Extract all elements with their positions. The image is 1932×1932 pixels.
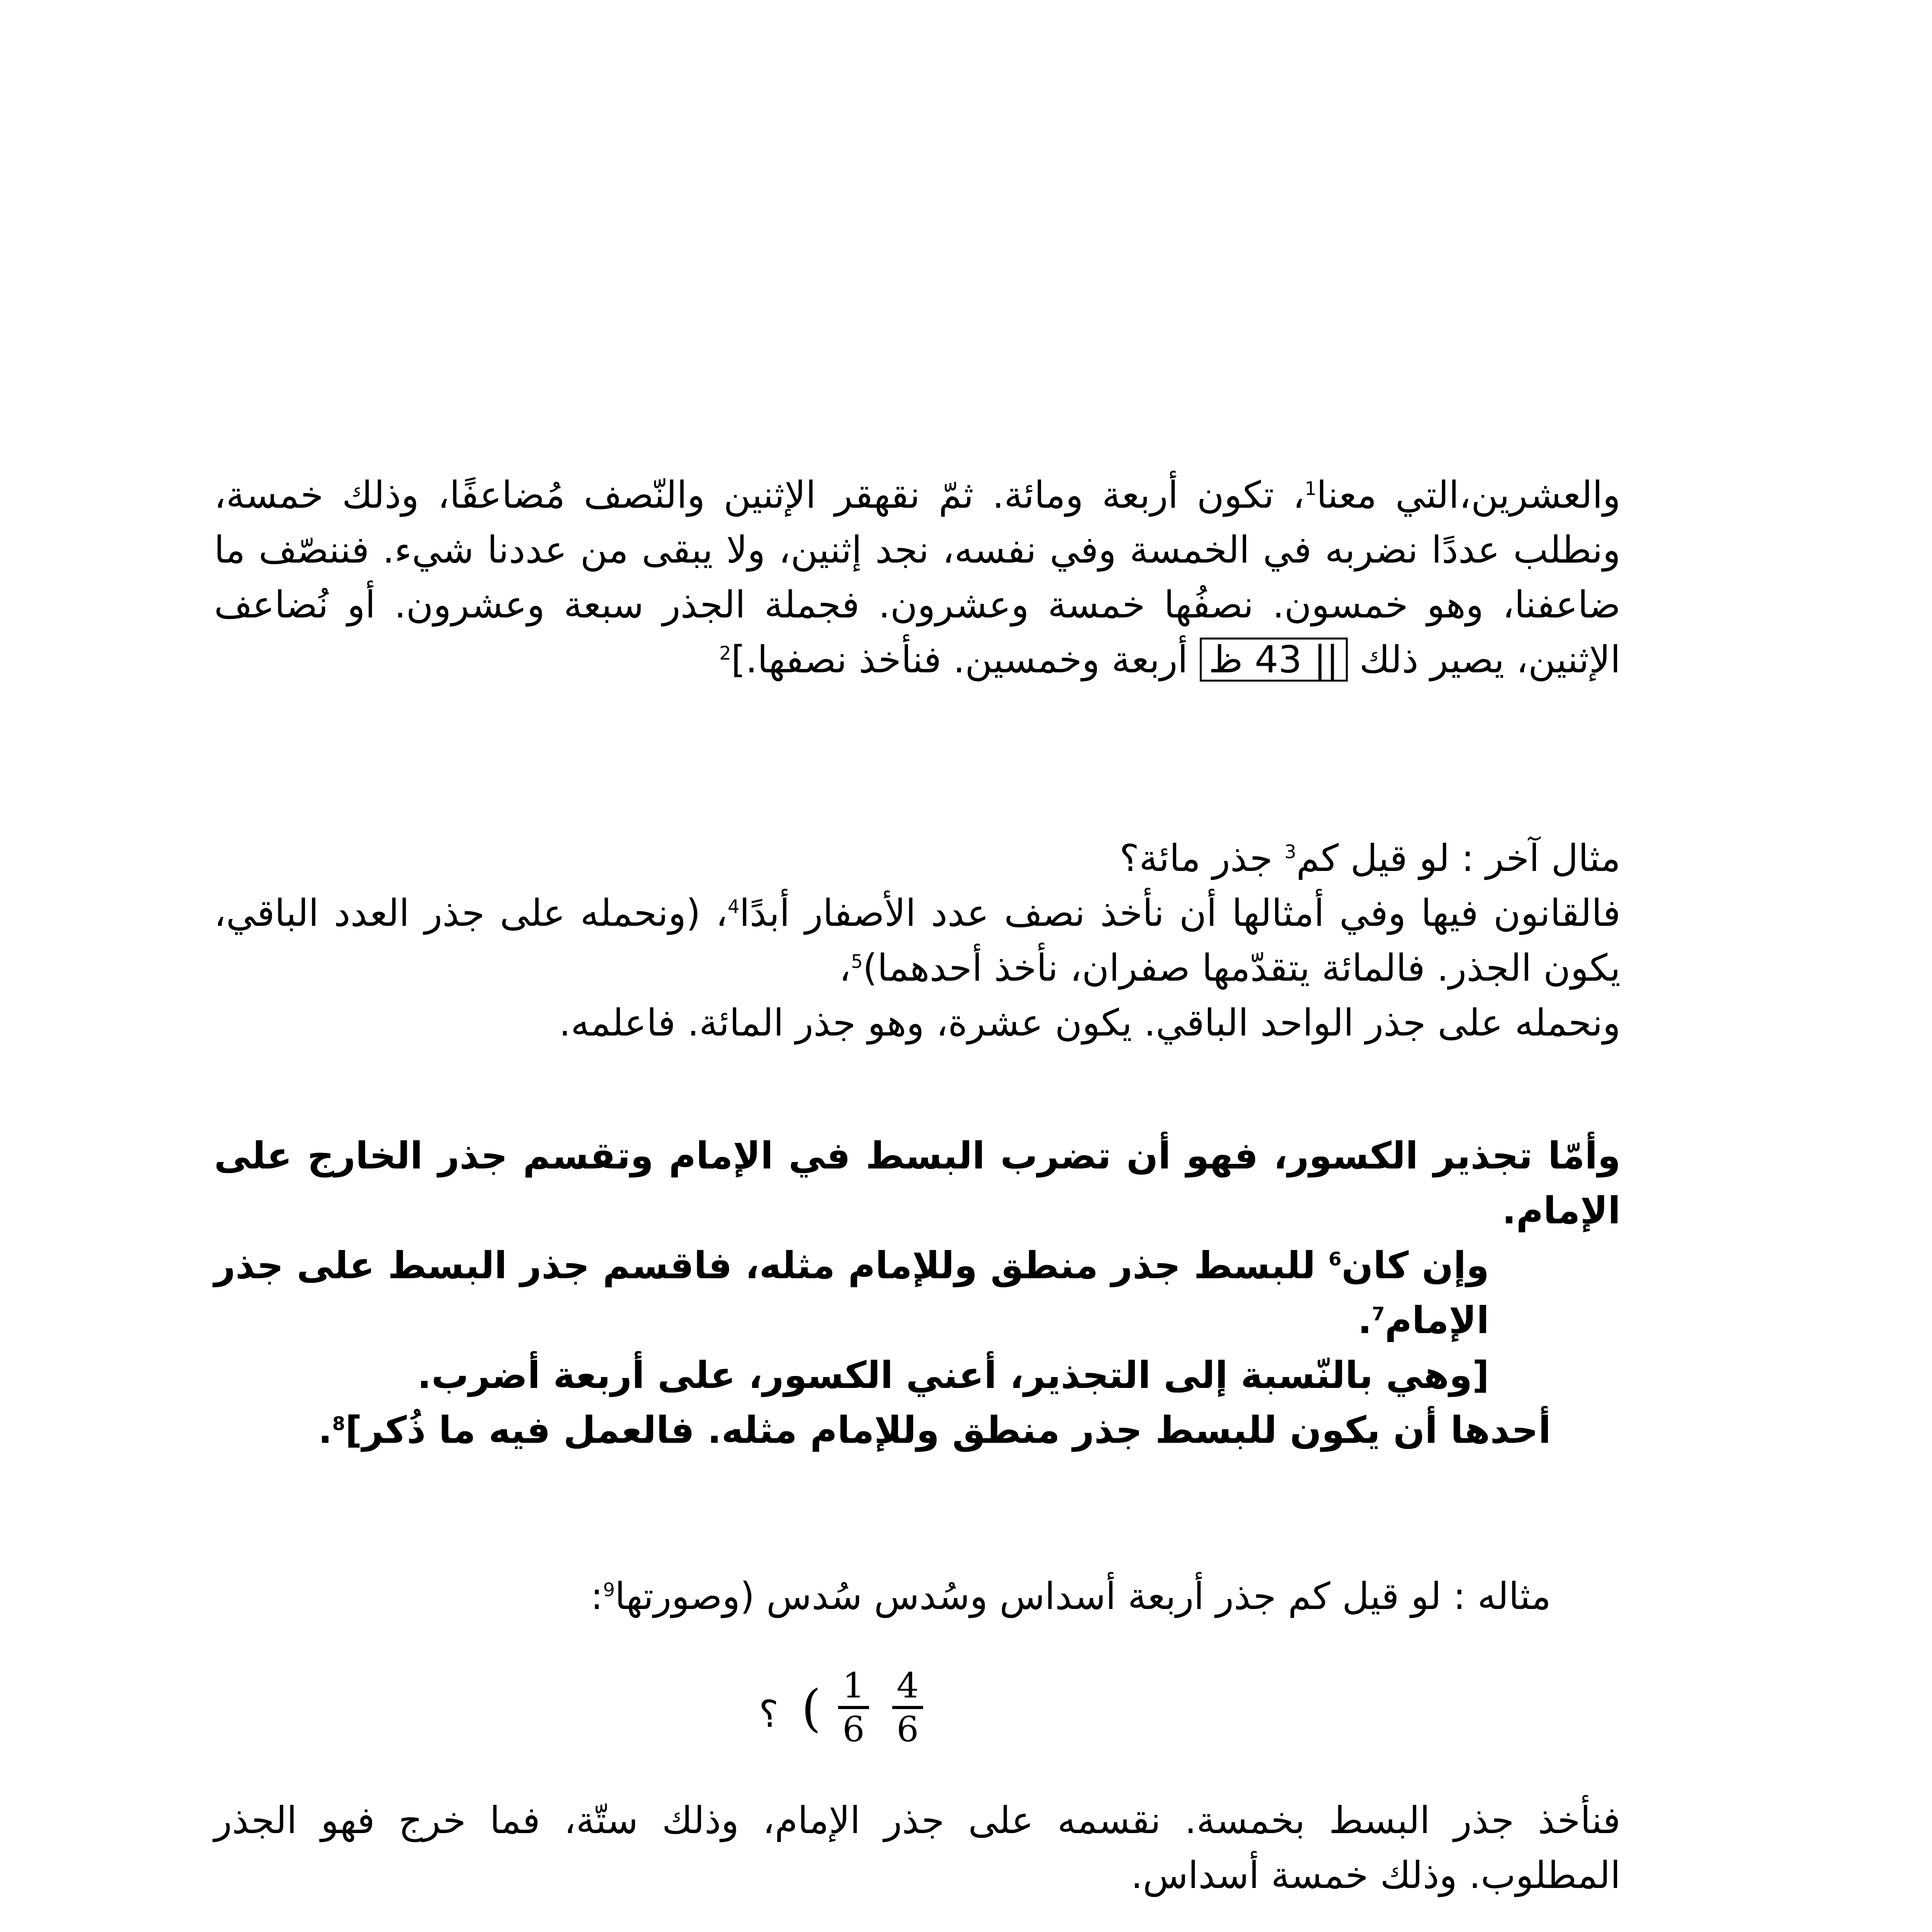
footnote-ref-6[interactable]: 6: [1328, 1248, 1342, 1270]
rule-line-2: [214, 1238, 1621, 1348]
fraction-denominator: 6: [842, 1709, 865, 1750]
paragraph-5: فنأخذ جذر البسط بخمسة. نقسمه على جذر الإمام، وذلك ستّة، فما خرج فهو الجذر المطلوب. وذلك خمسة أسداس.: [214, 1799, 1621, 1897]
paragraph-2-text: جذر مائة؟: [1119, 837, 1285, 880]
paragraph-4: [214, 1569, 1621, 1624]
fraction-bar: [838, 1706, 869, 1709]
paragraph-1: [214, 468, 1621, 687]
footnote-ref-1[interactable]: 1: [1304, 478, 1317, 500]
paragraph-2-text: ، (ونحمله على جذر العدد الباقي، يكون الجذر. فالمائة يتقدّمها صفران، نأخذ أحدهما): [214, 891, 1621, 990]
paragraph-4-text: مثاله : لو قيل كم جذر أربعة أسداس وسُدس سُدس (وصورتها: [615, 1575, 1551, 1618]
fraction-bar: [892, 1706, 923, 1709]
paragraph-2-line-3: ونحمله على جذر الواحد الباقي. يكون عشرة، وهو جذر المائة. فاعلمه.: [559, 1001, 1621, 1044]
rule-line-1: وأمّا تجذير الكسور، فهو أن تضرب البسط في الإمام وتقسم جذر الخارج على الإمام.: [214, 1134, 1621, 1232]
rule-text: وإن كان: [1341, 1244, 1490, 1287]
footnote-ref-4[interactable]: 4: [728, 896, 740, 918]
paragraph-1-text: أربعة وخمسين. فنأخذ نصفها.]: [731, 638, 1200, 681]
footnote-ref-9[interactable]: 9: [603, 1579, 615, 1601]
rule-line-4: [214, 1403, 1621, 1458]
fraction-formula: [751, 1658, 944, 1758]
fraction-numerator: 4: [896, 1665, 919, 1706]
paragraph-2-text: ،: [839, 946, 851, 990]
rule-text: للبسط جذر منطق وللإمام مثله، فاقسم جذر البسط على جذر الإمام: [214, 1244, 1489, 1342]
footnote-ref-2[interactable]: 2: [719, 643, 731, 664]
rule-text: أحدها أن يكون للبسط جذر منطق وللإمام مثله. فالعمل فيه ما ذُكر]: [345, 1408, 1551, 1452]
footnote-ref-3[interactable]: 3: [1284, 841, 1296, 863]
paragraph-2-line-2: [214, 886, 1621, 995]
footnote-ref-8[interactable]: 8: [332, 1413, 345, 1435]
footnote-ref-7[interactable]: 7: [1372, 1303, 1385, 1325]
folio-marker: || 43 ظ: [1200, 638, 1348, 682]
paragraph-2-text: مثال آخر : لو قيل كم: [1296, 837, 1621, 880]
fraction-four-sixths: [892, 1665, 923, 1750]
question-mark: ؟: [759, 1692, 779, 1736]
open-parenthesis: (: [801, 1679, 821, 1738]
rule-line-3: [وهي بالنّسبة إلى التجذير، أعني الكسور، على أربعة أضرب.: [417, 1354, 1489, 1397]
paragraph-1-text: ، تكون أربعة ومائة. ثمّ نقهقر الإثنين والنّصف مُضاعفًا، وذلك خمسة، ونطلب عددًا نضربه في الخمسة وفي نفسه، نجد إثنين، ولا يبقى من عددنا شيء. فننصّف ما ضاعفنا، وهو خمسون. نصفُها خمسة وعشرون. فجملة الجذر سبعة وعشرون. أو نُضاعف الإثنين، يصير ذلك: [214, 473, 1621, 681]
fraction-numerator: 1: [842, 1665, 865, 1706]
rule-text: .: [1357, 1299, 1372, 1342]
paragraph-2-line-1: [214, 831, 1621, 886]
paragraph-3-rules: [214, 1128, 1621, 1458]
footnote-ref-5[interactable]: 5: [851, 951, 863, 973]
fraction-one-sixth: [838, 1665, 869, 1750]
fraction-denominator: 6: [896, 1709, 919, 1750]
paragraph-2-text: فالقانون فيها وفي أمثالها أن نأخذ نصف عدد الأصفار أبدًا: [739, 891, 1621, 935]
paragraph-2: [214, 831, 1621, 1050]
paragraph-1-text: والعشرين،التي معنا: [1316, 473, 1621, 517]
paragraph-4-text: :: [590, 1575, 603, 1618]
rule-text: .: [318, 1408, 332, 1452]
